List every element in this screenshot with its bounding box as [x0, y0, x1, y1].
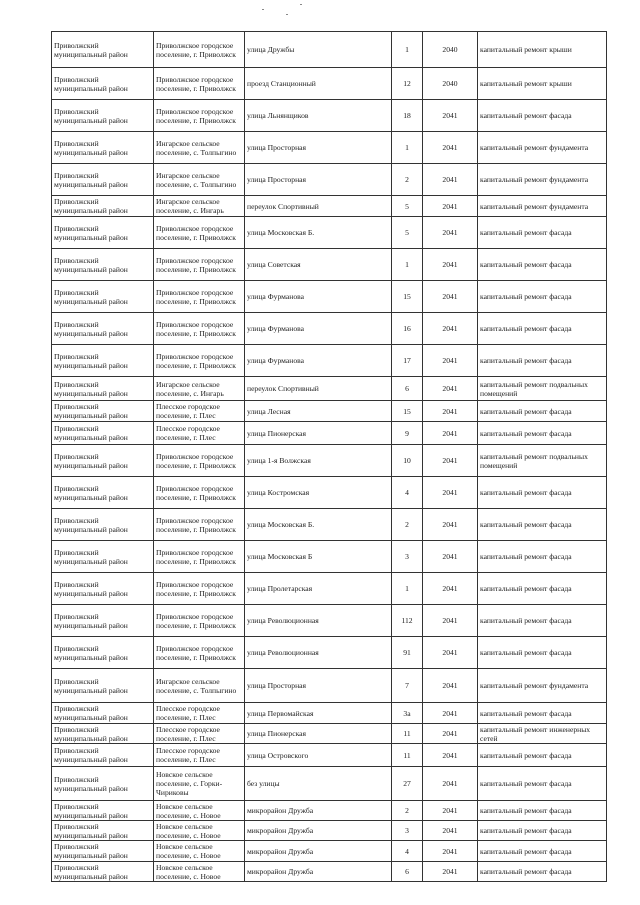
settlement-cell: Приволжское городское поселение, г. Приволжск — [154, 281, 245, 313]
year-cell: 2041 — [423, 669, 478, 703]
district-cell: Приволжский муниципальный район — [52, 68, 154, 100]
settlement-cell: Плесское городское поселение, г. Плес — [154, 422, 245, 445]
scan-speck — [262, 9, 264, 10]
street-cell: улица Фурманова — [245, 281, 392, 313]
work-type-cell: капитальный ремонт фасада — [478, 401, 607, 422]
table-row — [52, 68, 607, 100]
street-cell: улица Просторная — [245, 132, 392, 164]
year-cell: 2041 — [423, 509, 478, 541]
work-type-cell: капитальный ремонт фасада — [478, 703, 607, 724]
street-cell: микрорайон Дружба — [245, 841, 392, 862]
year-cell: 2041 — [423, 445, 478, 477]
street-cell: улица Московская Б — [245, 541, 392, 573]
house-number-cell: 18 — [392, 100, 423, 132]
work-type-cell: капитальный ремонт фасада — [478, 509, 607, 541]
work-type-cell: капитальный ремонт фасада — [478, 744, 607, 767]
work-type-cell: капитальный ремонт фундамента — [478, 196, 607, 217]
house-number-cell: 12 — [392, 68, 423, 100]
year-cell: 2041 — [423, 100, 478, 132]
year-cell: 2041 — [423, 862, 478, 882]
settlement-cell: Плесское городское поселение, г. Плес — [154, 401, 245, 422]
year-cell: 2041 — [423, 801, 478, 821]
table-row — [52, 401, 607, 422]
year-cell: 2041 — [423, 281, 478, 313]
table-row — [52, 767, 607, 801]
house-number-cell: 91 — [392, 637, 423, 669]
street-cell: переулок Спортивный — [245, 196, 392, 217]
work-type-cell: капитальный ремонт фасада — [478, 841, 607, 862]
district-cell: Приволжский муниципальный район — [52, 573, 154, 605]
house-number-cell: 1 — [392, 573, 423, 605]
table-row — [52, 669, 607, 703]
district-cell: Приволжский муниципальный район — [52, 377, 154, 401]
settlement-cell: Ингарское сельское поселение, с. Толпыгино — [154, 164, 245, 196]
house-number-cell: 11 — [392, 724, 423, 744]
table-row — [52, 445, 607, 477]
house-number-cell: 6 — [392, 862, 423, 882]
house-number-cell: 7 — [392, 669, 423, 703]
street-cell: улица Фурманова — [245, 345, 392, 377]
street-cell: проезд Станционный — [245, 68, 392, 100]
year-cell: 2041 — [423, 724, 478, 744]
table-row — [52, 313, 607, 345]
street-cell: улица 1-я Волжская — [245, 445, 392, 477]
work-type-cell: капитальный ремонт фасада — [478, 862, 607, 882]
street-cell: улица Московская Б. — [245, 509, 392, 541]
district-cell: Приволжский муниципальный район — [52, 345, 154, 377]
house-number-cell: 112 — [392, 605, 423, 637]
house-number-cell: 3а — [392, 703, 423, 724]
work-type-cell: капитальный ремонт фасада — [478, 249, 607, 281]
settlement-cell: Приволжское городское поселение, г. Приволжск — [154, 541, 245, 573]
year-cell: 2041 — [423, 637, 478, 669]
work-type-cell: капитальный ремонт фасада — [478, 821, 607, 841]
street-cell: без улицы — [245, 767, 392, 801]
district-cell: Приволжский муниципальный район — [52, 281, 154, 313]
settlement-cell: Приволжское городское поселение, г. Приволжск — [154, 100, 245, 132]
work-type-cell: капитальный ремонт крыши — [478, 68, 607, 100]
settlement-cell: Приволжское городское поселение, г. Приволжск — [154, 217, 245, 249]
district-cell: Приволжский муниципальный район — [52, 801, 154, 821]
house-number-cell: 4 — [392, 841, 423, 862]
table-row — [52, 541, 607, 573]
year-cell: 2041 — [423, 345, 478, 377]
year-cell: 2041 — [423, 196, 478, 217]
settlement-cell: Приволжское городское поселение, г. Приволжск — [154, 605, 245, 637]
house-number-cell: 3 — [392, 541, 423, 573]
year-cell: 2041 — [423, 313, 478, 345]
table-row — [52, 249, 607, 281]
house-number-cell: 5 — [392, 196, 423, 217]
settlement-cell: Ингарское сельское поселение, с. Ингарь — [154, 377, 245, 401]
street-cell: улица Пионерская — [245, 724, 392, 744]
scan-speck — [300, 4, 302, 5]
work-type-cell: капитальный ремонт фасада — [478, 801, 607, 821]
work-type-cell: капитальный ремонт фасада — [478, 313, 607, 345]
street-cell: улица Революционная — [245, 637, 392, 669]
street-cell: улица Костромская — [245, 477, 392, 509]
house-number-cell: 2 — [392, 164, 423, 196]
street-cell: улица Революционная — [245, 605, 392, 637]
district-cell: Приволжский муниципальный район — [52, 703, 154, 724]
house-number-cell: 1 — [392, 32, 423, 68]
work-type-cell: капитальный ремонт фасада — [478, 605, 607, 637]
table-row — [52, 862, 607, 882]
settlement-cell: Новское сельское поселение, с. Новое — [154, 821, 245, 841]
settlement-cell: Приволжское городское поселение, г. Приволжск — [154, 249, 245, 281]
table-row — [52, 573, 607, 605]
work-type-cell: капитальный ремонт фундамента — [478, 669, 607, 703]
house-number-cell: 17 — [392, 345, 423, 377]
year-cell: 2041 — [423, 377, 478, 401]
work-type-cell: капитальный ремонт фасада — [478, 477, 607, 509]
work-type-cell: капитальный ремонт подвальных помещений — [478, 445, 607, 477]
district-cell: Приволжский муниципальный район — [52, 401, 154, 422]
settlement-cell: Новское сельское поселение, с. Горки-Чириковы — [154, 767, 245, 801]
street-cell: улица Лесная — [245, 401, 392, 422]
work-type-cell: капитальный ремонт подвальных помещений — [478, 377, 607, 401]
district-cell: Приволжский муниципальный район — [52, 767, 154, 801]
work-type-cell: капитальный ремонт крыши — [478, 32, 607, 68]
district-cell: Приволжский муниципальный район — [52, 477, 154, 509]
house-number-cell: 11 — [392, 744, 423, 767]
street-cell: улица Советская — [245, 249, 392, 281]
table-row — [52, 821, 607, 841]
work-type-cell: капитальный ремонт фасада — [478, 281, 607, 313]
settlement-cell: Ингарское сельское поселение, с. Толпыгино — [154, 669, 245, 703]
settlement-cell: Приволжское городское поселение, г. Приволжск — [154, 445, 245, 477]
year-cell: 2041 — [423, 703, 478, 724]
table-row — [52, 509, 607, 541]
table-body — [52, 32, 607, 882]
district-cell: Приволжский муниципальный район — [52, 196, 154, 217]
settlement-cell: Новское сельское поселение, с. Новое — [154, 862, 245, 882]
house-number-cell: 2 — [392, 509, 423, 541]
district-cell: Приволжский муниципальный район — [52, 744, 154, 767]
district-cell: Приволжский муниципальный район — [52, 841, 154, 862]
house-number-cell: 2 — [392, 801, 423, 821]
house-number-cell: 4 — [392, 477, 423, 509]
table-row — [52, 281, 607, 313]
street-cell: улица Пионерская — [245, 422, 392, 445]
work-type-cell: капитальный ремонт фасада — [478, 573, 607, 605]
work-type-cell: капитальный ремонт фасада — [478, 541, 607, 573]
district-cell: Приволжский муниципальный район — [52, 669, 154, 703]
district-cell: Приволжский муниципальный район — [52, 422, 154, 445]
street-cell: улица Пролетарская — [245, 573, 392, 605]
year-cell: 2041 — [423, 477, 478, 509]
table-row — [52, 477, 607, 509]
work-type-cell: капитальный ремонт фундамента — [478, 132, 607, 164]
district-cell: Приволжский муниципальный район — [52, 313, 154, 345]
repair-schedule-table — [51, 31, 607, 882]
street-cell: улица Льнянщиков — [245, 100, 392, 132]
district-cell: Приволжский муниципальный район — [52, 541, 154, 573]
work-type-cell: капитальный ремонт фасада — [478, 767, 607, 801]
district-cell: Приволжский муниципальный район — [52, 164, 154, 196]
district-cell: Приволжский муниципальный район — [52, 249, 154, 281]
table-row — [52, 32, 607, 68]
work-type-cell: капитальный ремонт фасада — [478, 422, 607, 445]
street-cell: переулок Спортивный — [245, 377, 392, 401]
year-cell: 2041 — [423, 422, 478, 445]
settlement-cell: Ингарское сельское поселение, с. Ингарь — [154, 196, 245, 217]
house-number-cell: 5 — [392, 217, 423, 249]
table-row — [52, 377, 607, 401]
district-cell: Приволжский муниципальный район — [52, 445, 154, 477]
settlement-cell: Приволжское городское поселение, г. Приволжск — [154, 637, 245, 669]
table-row — [52, 801, 607, 821]
house-number-cell: 15 — [392, 281, 423, 313]
table-row — [52, 637, 607, 669]
street-cell: улица Просторная — [245, 669, 392, 703]
year-cell: 2040 — [423, 32, 478, 68]
district-cell: Приволжский муниципальный район — [52, 132, 154, 164]
house-number-cell: 15 — [392, 401, 423, 422]
year-cell: 2041 — [423, 541, 478, 573]
table-row — [52, 100, 607, 132]
work-type-cell: капитальный ремонт фасада — [478, 217, 607, 249]
year-cell: 2041 — [423, 164, 478, 196]
street-cell: улица Московская Б. — [245, 217, 392, 249]
street-cell: улица Просторная — [245, 164, 392, 196]
house-number-cell: 3 — [392, 821, 423, 841]
street-cell: микрорайон Дружба — [245, 821, 392, 841]
scan-speck — [286, 14, 288, 15]
district-cell: Приволжский муниципальный район — [52, 862, 154, 882]
table-row — [52, 196, 607, 217]
table-row — [52, 422, 607, 445]
district-cell: Приволжский муниципальный район — [52, 821, 154, 841]
settlement-cell: Плесское городское поселение, г. Плес — [154, 703, 245, 724]
district-cell: Приволжский муниципальный район — [52, 509, 154, 541]
table-row — [52, 841, 607, 862]
settlement-cell: Новское сельское поселение, с. Новое — [154, 841, 245, 862]
table-row — [52, 164, 607, 196]
house-number-cell: 10 — [392, 445, 423, 477]
district-cell: Приволжский муниципальный район — [52, 217, 154, 249]
house-number-cell: 27 — [392, 767, 423, 801]
district-cell: Приволжский муниципальный район — [52, 32, 154, 68]
settlement-cell: Приволжское городское поселение, г. Приволжск — [154, 68, 245, 100]
street-cell: улица Островского — [245, 744, 392, 767]
year-cell: 2041 — [423, 605, 478, 637]
district-cell: Приволжский муниципальный район — [52, 605, 154, 637]
year-cell: 2041 — [423, 767, 478, 801]
table-row — [52, 605, 607, 637]
district-cell: Приволжский муниципальный район — [52, 100, 154, 132]
house-number-cell: 1 — [392, 132, 423, 164]
work-type-cell: капитальный ремонт инженерных сетей — [478, 724, 607, 744]
settlement-cell: Приволжское городское поселение, г. Приволжск — [154, 573, 245, 605]
year-cell: 2041 — [423, 401, 478, 422]
settlement-cell: Приволжское городское поселение, г. Приволжск — [154, 32, 245, 68]
street-cell: улица Дружбы — [245, 32, 392, 68]
work-type-cell: капитальный ремонт фундамента — [478, 164, 607, 196]
street-cell: улица Фурманова — [245, 313, 392, 345]
house-number-cell: 1 — [392, 249, 423, 281]
street-cell: улица Первомайская — [245, 703, 392, 724]
house-number-cell: 6 — [392, 377, 423, 401]
house-number-cell: 9 — [392, 422, 423, 445]
settlement-cell: Приволжское городское поселение, г. Приволжск — [154, 345, 245, 377]
settlement-cell: Плесское городское поселение, г. Плес — [154, 744, 245, 767]
table-row — [52, 217, 607, 249]
year-cell: 2041 — [423, 744, 478, 767]
year-cell: 2041 — [423, 217, 478, 249]
year-cell: 2041 — [423, 132, 478, 164]
year-cell: 2041 — [423, 249, 478, 281]
settlement-cell: Приволжское городское поселение, г. Приволжск — [154, 313, 245, 345]
work-type-cell: капитальный ремонт фасада — [478, 100, 607, 132]
street-cell: микрорайон Дружба — [245, 862, 392, 882]
settlement-cell: Плесское городское поселение, г. Плес — [154, 724, 245, 744]
table-row — [52, 744, 607, 767]
year-cell: 2040 — [423, 68, 478, 100]
street-cell: микрорайон Дружба — [245, 801, 392, 821]
table-row — [52, 132, 607, 164]
settlement-cell: Ингарское сельское поселение, с. Толпыгино — [154, 132, 245, 164]
work-type-cell: капитальный ремонт фасада — [478, 637, 607, 669]
work-type-cell: капитальный ремонт фасада — [478, 345, 607, 377]
year-cell: 2041 — [423, 821, 478, 841]
year-cell: 2041 — [423, 573, 478, 605]
district-cell: Приволжский муниципальный район — [52, 724, 154, 744]
district-cell: Приволжский муниципальный район — [52, 637, 154, 669]
table-row — [52, 724, 607, 744]
table-row — [52, 345, 607, 377]
year-cell: 2041 — [423, 841, 478, 862]
house-number-cell: 16 — [392, 313, 423, 345]
settlement-cell: Новское сельское поселение, с. Новое — [154, 801, 245, 821]
table-row — [52, 703, 607, 724]
settlement-cell: Приволжское городское поселение, г. Приволжск — [154, 509, 245, 541]
settlement-cell: Приволжское городское поселение, г. Приволжск — [154, 477, 245, 509]
